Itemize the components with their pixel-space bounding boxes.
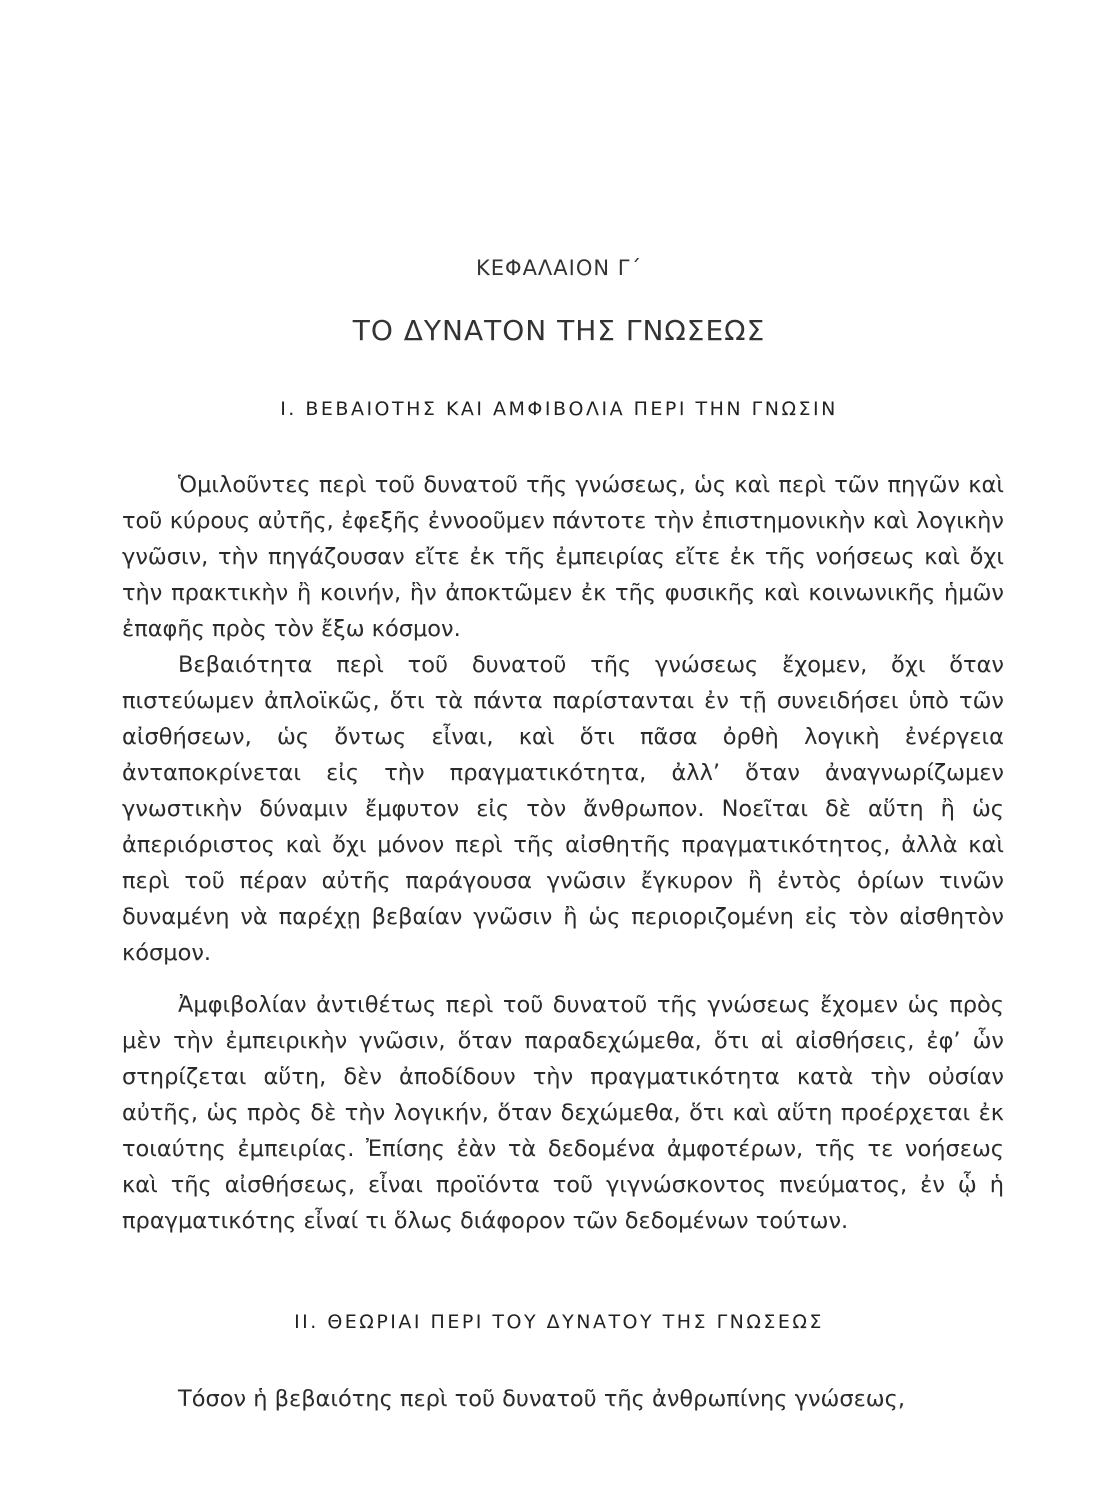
paragraph: Τόσον ἡ βεβαιότης περὶ τοῦ δυνατοῦ τῆς ἀνθρωπίνης γνώσεως, <box>178 1386 905 1412</box>
section-heading-1: I. ΒΕΒΑΙΟΤΗΣ ΚΑΙ ΑΜΦΙΒΟΛΙΑ ΠΕΡΙ ΤΗΝ ΓΝΩΣΙΝ <box>280 398 838 420</box>
paragraph: Ὁμιλοῦντες περὶ τοῦ δυνατοῦ τῆς γνώσεως, ὡς καὶ περὶ τῶν πηγῶν καὶ τοῦ κύρους αὐτῆς, ἐφεξῆς ἐννοοῦμεν πάντοτε τὴν ἐπιστημονικὴν καὶ λογικὴν γνῶσιν, τὴν πηγάζουσαν εἴτε ἐκ τῆς ἐμπειρίας εἴτε ἐκ τῆς νοήσεως καὶ ὄχι τὴν πρακτικὴν ἢ κοινήν, ἣν ἀποκτῶμεν ἐκ τῆς φυσικῆς καὶ κοινωνικῆς ἡμῶν ἐπαφῆς πρὸς τὸν ἔξω κόσμον. <box>122 472 1004 642</box>
chapter-label: ΚΕΦΑΛΑΙΟΝ Γ΄ <box>476 256 642 280</box>
section-heading-2: II. ΘΕΩΡΙΑΙ ΠΕΡΙ ΤΟΥ ΔΥΝΑΤΟΥ ΤΗΣ ΓΝΩΣΕΩΣ <box>294 1311 824 1333</box>
paragraph: Ἀμφιβολίαν ἀντιθέτως περὶ τοῦ δυνατοῦ τῆς γνώσεως ἔχομεν ὡς πρὸς μὲν τὴν ἐμπειρικὴν γνῶσιν, ὅταν παραδεχώμεθα, ὅτι αἱ αἰσθήσεις, ἐφ’ ὧν στηρίζεται αὕτη, δὲν ἀποδίδουν τὴν πραγματικότητα κατὰ τὴν οὐσίαν αὐτῆς, ὡς πρὸς δὲ τὴν λογικήν, ὅταν δεχώμεθα, ὅτι καὶ αὕτη προέρχεται ἐκ τοιαύτης ἐμπειρίας. Ἐπίσης ἐὰν τὰ δεδομένα ἀμφοτέρων, τῆς τε νοήσεως καὶ τῆς αἰσθήσεως, εἶναι προϊόντα τοῦ γιγνώσκοντος πνεύματος, ἐν ᾧ ἡ πραγματικότης εἶναί τι ὅλως διάφορον τῶν δεδομένων τούτων. <box>122 992 1004 1234</box>
chapter-title: ΤΟ ΔΥΝΑΤΟΝ ΤΗΣ ΓΝΩΣΕΩΣ <box>352 314 766 347</box>
paragraph: Βεβαιότητα περὶ τοῦ δυνατοῦ τῆς γνώσεως ἔχομεν, ὄχι ὅταν πιστεύωμεν ἀπλοϊκῶς, ὅτι τὰ πάντα παρίστανται ἐν τῇ συνειδήσει ὑπὸ τῶν αἰσθήσεων, ὡς ὄντως εἶναι, καὶ ὅτι πᾶσα ὀρθὴ λογικὴ ἐνέργεια ἀνταποκρίνεται εἰς τὴν πραγματικότητα, ἀλλ’ ὅταν ἀναγνωρίζωμεν γνωστικὴν δύναμιν ἔμφυτον εἰς τὸν ἄνθρωπον. Νοεῖται δὲ αὕτη ἢ ὡς ἀπεριόριστος καὶ ὄχι μόνον περὶ τῆς αἰσθητῆς πραγματικότητος, ἀλλὰ καὶ περὶ τοῦ πέραν αὐτῆς παράγουσα γνῶσιν ἔγκυρον ἢ ἐντὸς ὁρίων τινῶν δυναμένη νὰ παρέχῃ βεβαίαν γνῶσιν ἢ ὡς περιοριζομένη εἰς τὸν αἰσθητὸν κόσμον. <box>122 652 1004 966</box>
